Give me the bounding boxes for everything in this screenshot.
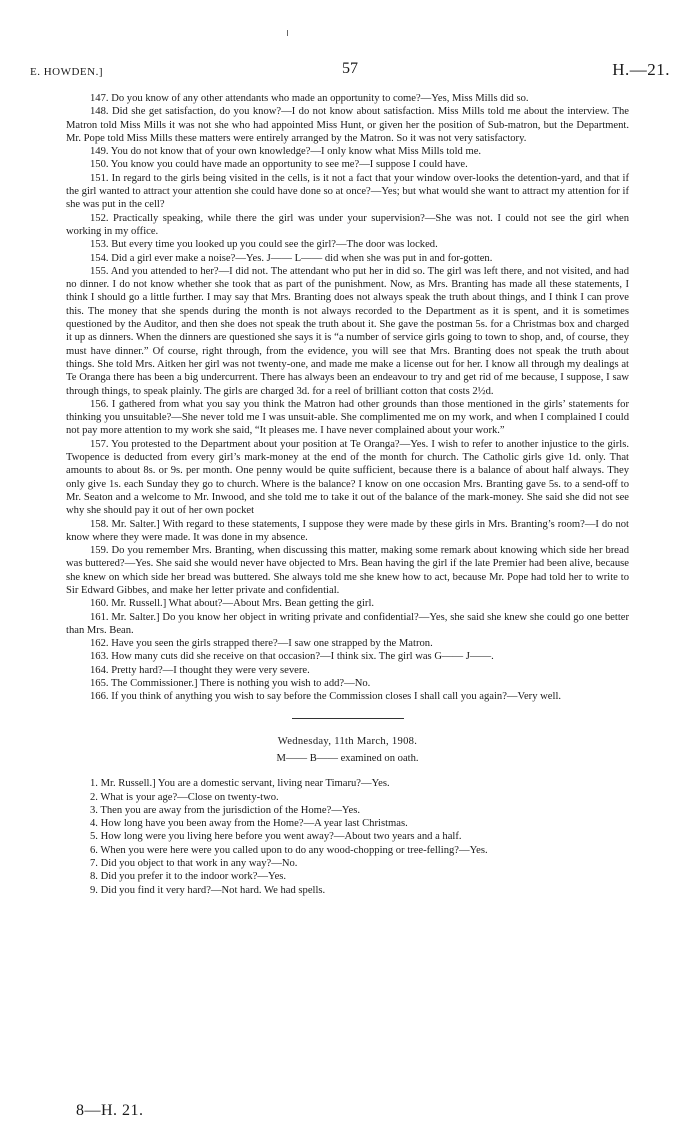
evidence-paragraph-156: 156. I gathered from what you say you think the Matron had other grounds than those mentioned in the girls’ statements for thinking you unsuitable?—She never told me I was unsuit-able. She complimented me on my work, and when I complained I could not pay more attention to my work she said, “It pleases me. I have never complained about your work.” — [66, 398, 629, 437]
page-number: 57 — [342, 60, 358, 77]
evidence-body — [66, 92, 629, 897]
question-7: 7. Did you object to that work in any way?—No. — [90, 858, 298, 870]
question-6: 6. When you were here were you called upon to do any wood-chopping or tree-felling?—Yes. — [90, 844, 488, 856]
evidence-paragraph-149: 149. You do not know that of your own knowledge?—I only know what Miss Mills told me. — [90, 146, 482, 158]
evidence-paragraph-160: 160. Mr. Russell.] What about?—About Mrs. Bean getting the girl. — [90, 598, 375, 610]
evidence-paragraph-148: 148. Did she get satisfaction, do you know?—I do not know about satisfaction. Miss Mills told me about the interview. The Matron told Miss Mills it was not she who had appointed Miss Hunt, or given her the position of Sub-matron, but the Department. Mr. Pope told Miss Mills these matters were entirely arranged by the Matron. So it was not very satisfactory. — [66, 106, 629, 144]
evidence-paragraph-157: 157. You protested to the Department about your position at Te Oranga?—Yes. I wish to refer to another injustice to the girls. Twopence is deducted from every girl’s mark-money at the end of the month for church. The Catholic girls give 1d. only. That amounts to about 8s. or 9s. per month. One penny would be quite sufficient, because there is a balance of about half always. They only give 1s. each Sunday they go to church. Where is the balance? I know on one occasion Mrs. Branting gave 5s. to a send-off to Mr. Seaton and a welcome to Mr. Inwood, and she told me to take it out of the balance of the mark-money. She said she did not see why she should pay it out of her own pocket — [66, 438, 629, 517]
question-4: 4. How long have you been away from the Home?—A year last Christmas. — [90, 818, 408, 830]
evidence-paragraph-161: 161. Mr. Salter.] Do you know her object in writing private and confidential?—Yes, she said she knew she could go one better than Mrs. Bean. — [66, 611, 629, 636]
evidence-paragraph-154: 154. Did a girl ever make a noise?—Yes. J—— L—— did when she was put in and for-gotten. — [90, 252, 493, 264]
evidence-paragraph-163: 163. How many cuts did she receive on that occasion?—I think six. The girl was G—— J——. — [90, 651, 494, 663]
evidence-paragraph-159: 159. Do you remember Mrs. Branting, when discussing this matter, making some remark about knowing which side her bread was buttered?—Yes. She said she would never have objected to Mrs. Bean having the girl if the late Premier had been alive, because she knew on which side her bread was buttered. She always told me she knew how to act, because Mr. Pope had told her to write to Sir Edward Gibbes, and make her letter private and confidential. — [66, 545, 629, 596]
question-5: 5. How long were you living here before you went away?—About two years and a half. — [90, 831, 462, 843]
section-divider — [292, 718, 404, 719]
evidence-paragraph-164: 164. Pretty hard?—I thought they were very severe. — [90, 664, 310, 676]
evidence-paragraph-165: 165. The Commissioner.] There is nothing you wish to add?—No. — [90, 678, 371, 690]
question-9: 9. Did you find it very hard?—Not hard. We had spells. — [90, 884, 326, 896]
page-header — [30, 60, 670, 82]
header-witness-name: E. HOWDEN.] — [30, 66, 104, 78]
evidence-paragraph-153: 153. But every time you looked up you could see the girl?—The door was locked. — [90, 239, 438, 251]
session-date: Wednesday, 11th March, 1908. — [277, 735, 418, 747]
evidence-paragraph-147: 147. Do you know of any other attendants who made an opportunity to come?—Yes, Miss Mills did so. — [90, 93, 529, 104]
question-1: 1. Mr. Russell.] You are a domestic servant, living near Timaru?—Yes. — [90, 778, 390, 790]
question-2: 2. What is your age?—Close on twenty-two. — [90, 791, 279, 803]
evidence-paragraph-162: 162. Have you seen the girls strapped there?—I saw one strapped by the Matron. — [90, 638, 433, 650]
evidence-paragraph-158: 158. Mr. Salter.] With regard to these statements, I suppose they were made by these girls in Mrs. Branting’s room?—I do not know where they were made. It was done in my absence. — [66, 518, 629, 543]
witness-heading: M—— B—— examined on oath. — [276, 752, 419, 764]
parliamentary-paper-ref: H.—21. — [612, 60, 670, 79]
question-3: 3. Then you are away from the jurisdiction of the Home?—Yes. — [90, 804, 360, 816]
evidence-paragraph-152: 152. Practically speaking, while there the girl was under your supervision?—She was not. I could not see the girl when working in my office. — [66, 212, 629, 237]
scan-mark — [287, 30, 288, 36]
evidence-paragraph-166: 166. If you think of anything you wish to say before the Commission closes I shall call you again?—Very well. — [90, 691, 562, 703]
evidence-paragraph-150: 150. You know you could have made an opportunity to see me?—I suppose I could have. — [90, 159, 468, 171]
evidence-paragraph-155: 155. And you attended to her?—I did not. The attendant who put her in did so. The girl was left there, and not visited, and had no dinner. I do not know whether she took that as part of the punishment. Now, as Mrs. Branting has made all these statements, I think I should go a little further. I may say that Mrs. Branting does not always speak the truth about things, and I think I can prove this. The money that she spends during the month is not always recorded to the Department as it is spent, and it is sometimes questioned by the Auditor, and then she does not speak the truth about it. She gave the postman 5s. for a Christmas box and charged it up as dinners. When the dinners are questioned she says it is “a number of service girls going to town to shop, and, of course, they must have dinner.” Of course, right through, from the evidence, you will see that Mrs. Branting does not speak the truth about things. She told Mrs. Aitken her girl was not twenty-one, and made me make a license out for her. I know all through my dealings at Te Oranga there has been a big undercurrent. There has always been an endeavour to try and get rid of me because, I suppose, I saw through things, to speak plainly. The girls are charged 3d. for a reel of brilliant cotton that costs 2½d. — [66, 265, 629, 397]
evidence-paragraph-151: 151. In regard to the girls being visited in the cells, is it not a fact that your window over-looks the detention-yard, and that if the girl wanted to attract your attention she could have done so at once?—Yes; but what would she want to attract my attention for if she was put in the cell? — [66, 172, 629, 211]
question-8: 8. Did you prefer it to the indoor work?—Yes. — [90, 871, 287, 883]
page-footer-signature: 8—H. 21. — [76, 1102, 144, 1119]
